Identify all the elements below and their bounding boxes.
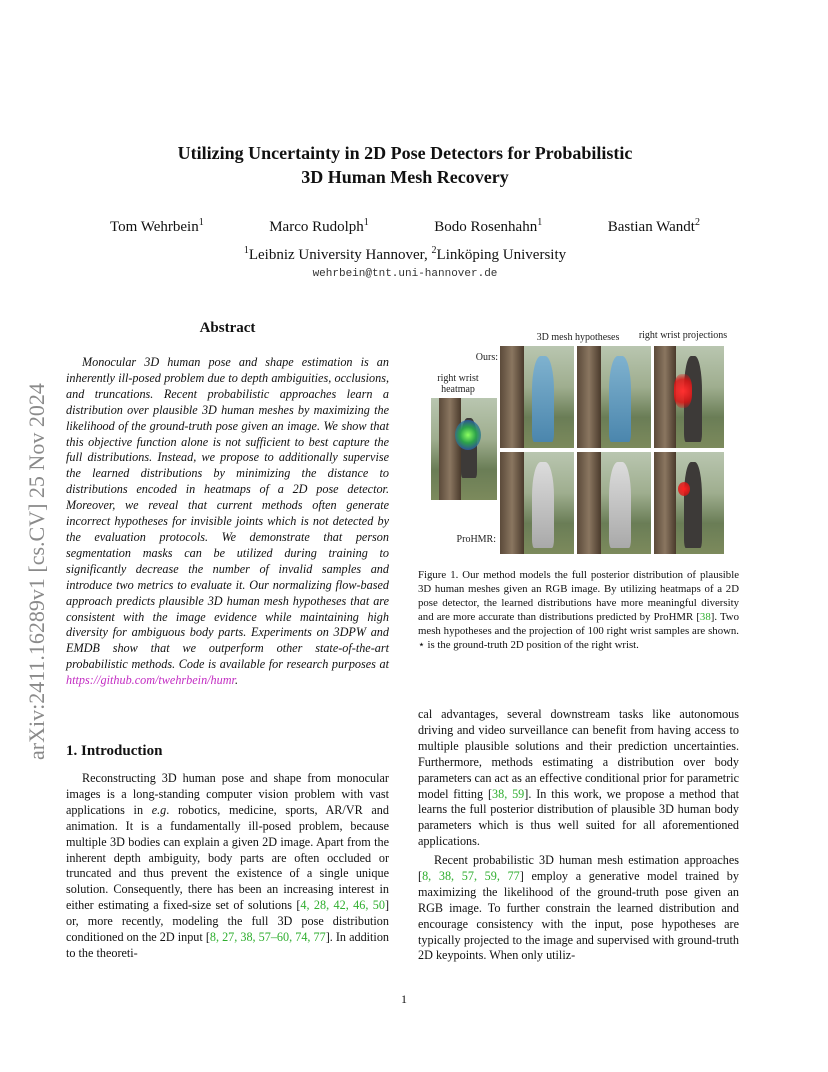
citation-link[interactable]: 8, 27, 38, 57–60, 74, 77 — [209, 930, 326, 945]
label-prohmr: ProHMR: — [456, 534, 496, 545]
affiliations: $^1$Leibniz University Hannover, $^2$Linköping University — [243, 245, 567, 263]
title-line-1: Utilizing Uncertainty in 2D Pose Detectors for Probabilistic — [177, 143, 633, 163]
author: Marco Rudolph$^1$ — [269, 217, 369, 235]
citation-link[interactable]: 38 — [699, 611, 711, 623]
author-email: wehrbein@tnt.uni-hannover.de — [312, 268, 498, 280]
author: Bodo Rosenhahn$^1$ — [434, 217, 543, 235]
label-ours: Ours: — [475, 352, 498, 363]
right-paragraph-1: cal advantages, several downstream tasks like autonomous driving and video surveillance can benefit from having access to multiple plausible solutions and their prediction uncertainties. Furthermore, methods estimating a distribution over body parameters can act as an effective conditional prior for parametric model fitting [38, 59]. In this work, we propose a method that learns the full posterior distribution of plausible 3D human body parameters which is thus well suited for all aforementioned applications. — [418, 707, 740, 849]
abstract-heading: Abstract — [199, 320, 256, 336]
citation-link[interactable]: 4, 28, 42, 46, 50 — [300, 898, 385, 913]
abstract-text: Monocular 3D human pose and shape estimation is an inherently ill-posed problem due to depth ambiguities, occlusions, and truncations. Recent probabilistic approaches learn a distribution over plausible 3D human meshes by maximizing the likelihood of the ground-truth pose given an image. We show that this objective function alone is not sufficient to best capture the full distributions. Instead, we propose to additionally supervise the learned distributions by minimizing the distance to distributions encoded in heatmaps of a 2D pose detector. Moreover, we reveal that current methods often generate incorrect hypotheses for invisible joints which is not detected by the evaluation protocols. We demonstrate that person segmentation masks can be utilized during training to significantly decrease the number of invalid samples and introduce two metrics to evaluate it. Our normalizing flow-based approach predicts plausible 3D human mesh hypotheses that are consistent with the image evidence while maintaining high diversity for ambiguous body parts. Experiments on 3DPW and EMDB show that we outperform other state-of-the-art probabilistic methods. Code is available for research purposes at https://github.com/twehrbein/humr. — [66, 355, 389, 688]
figure-caption: Figure 1. Our method models the full posterior distribution of plausible 3D human meshes given an RGB image. By utilizing heatmaps of a 2D pose detector, the learned distributions have more meaningful diversity and are more accurate than distributions predicted by ProHMR [38]. Two mesh hypotheses and the projection of 100 right wrist samples are shown. ⋆ is the ground-truth 2D position of the right wrist. — [418, 569, 739, 651]
heatmap-image — [431, 398, 497, 500]
label-hypotheses: 3D mesh hypotheses — [536, 332, 620, 343]
page-title — [80, 141, 730, 189]
ours-wrist-projections — [654, 346, 724, 448]
citation-link[interactable]: 8, 38, 57, 59, 77 — [422, 868, 520, 883]
label-projections: right wrist projections — [638, 330, 728, 341]
ours-hypothesis-1 — [500, 346, 574, 448]
figure-1 — [418, 318, 739, 558]
right-paragraph-2: Recent probabilistic 3D human mesh estimation approaches [8, 38, 57, 59, 77] employ a generative model trained by maximizing the likelihood of the ground-truth pose given an RGB image. To further constrain the learned distribution and encourage consistency with the input, pose hypotheses are typically projected to the image and supervised with ground-truth 2D keypoints. When only utiliz- — [418, 853, 739, 963]
section-heading-introduction: 1. Introduction — [66, 743, 163, 759]
author: Bastian Wandt$^2$ — [607, 217, 700, 235]
author: Tom Wehrbein$^1$ — [110, 217, 204, 235]
arxiv-identifier: arXiv:2411.16289v1 [cs.CV] 25 Nov 2024 — [24, 383, 49, 760]
title-line-2: 3D Human Mesh Recovery — [301, 167, 509, 187]
citation-link[interactable]: 38, 59 — [492, 786, 525, 801]
ours-hypothesis-2 — [577, 346, 651, 448]
prohmr-hypothesis-2 — [577, 452, 651, 554]
intro-paragraph: Reconstructing 3D human pose and shape from monocular images is a long-standing computer vision problem with vast applications in e.g. robotics, medicine, sports, AR/VR and animation. It is a fundamentally ill-posed problem, because multiple 3D bodies can explain a given 2D image. Apart from the inherent depth ambiguity, body parts are often occluded or truncated and thus prevent the existence of a single unique solution. Consequently, there has been an increasing interest in either estimating a fixed-size set of solutions [4, 28, 42, 46, 50] or, more recently, modeling the full 3D pose distribution conditioned on the 2D input [8, 27, 38, 57–60, 74, 77]. In addition to the theoreti- — [66, 771, 390, 960]
author-list — [110, 217, 700, 236]
prohmr-wrist-projections — [654, 452, 724, 554]
page-number: 1 — [401, 992, 407, 1006]
prohmr-hypothesis-1 — [500, 452, 574, 554]
label-heatmap: right wrist heatmap — [437, 373, 479, 395]
code-link[interactable]: https://github.com/twehrbein/humr — [66, 673, 235, 688]
